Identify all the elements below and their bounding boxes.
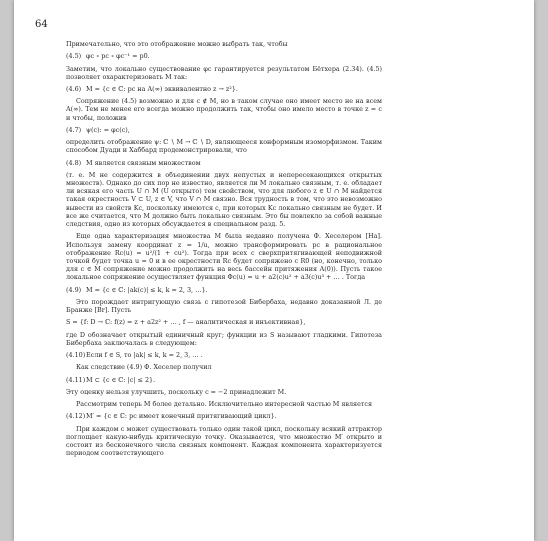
paragraph: определить отображение ψ: ℂ ∖ M → ℂ ∖ D, являющееся конформным изоморфизмом. Таким способом Дуади и Хаббард продемонстрировали, что <box>66 138 382 155</box>
paragraph: Как следствие (4.9) Ф. Хеселер получил <box>76 363 212 372</box>
paragraph: Это порождает интригующую связь с гипотезой Бибербаха, недавно доказанной Л. де Бранже [Br]. Пусть <box>66 297 382 315</box>
equation-label: (4.7) <box>66 125 82 134</box>
paragraph: Примечательно, что это отображение можно выбрать так, чтобы <box>66 40 288 48</box>
equation-text: M = {c ∈ ℂ: pc на A(∞) эквивалентно z → z²}. <box>86 85 238 93</box>
equation-text: M является связным множеством <box>86 158 201 167</box>
equation-label: (4.11) <box>66 375 86 384</box>
paragraph: где D обозначает открытый единичный круг; функции из S называют гладкими. Гипотеза Бибербаха заключалась в следующем: <box>66 330 382 347</box>
equation-text: M ⊂ {c ∈ ℂ: |c| ≤ 2}. <box>86 375 156 384</box>
paragraph: S = {f: D → ℂ: f(z) = z + a2z² + … , f — аналитическая и инъективная}, <box>66 318 306 327</box>
equation-label: (4.5) <box>66 52 82 61</box>
paragraph: Сопряжение (4.5) возможно и для c ∉ M, но в таком случае оно имеет место не на всем A(∞). Тем не менее его всегда можно продолжить так, чтобы оно имело место в точке z = c и чтобы, положив <box>66 97 382 122</box>
book-page <box>14 0 534 541</box>
equation <box>66 412 382 420</box>
equation-label: (4.9) <box>66 285 82 294</box>
equation-label: (4.6) <box>66 85 82 93</box>
equation <box>66 52 382 60</box>
equation-label: (4.12) <box>66 412 86 421</box>
equation <box>66 351 382 359</box>
paragraph: Эту оценку нельзя улучшить, поскольку c = −2 принадлежит M. <box>66 387 287 396</box>
equation-text: M′ = {c ∈ ℂ: pc имеет конечный притягивающий цикл}. <box>86 412 277 421</box>
paragraph: Рассмотрим теперь M более детально. Исключительно интересной частью M является <box>76 400 373 409</box>
equation-text: ψ(c): = φc(c), <box>86 125 130 134</box>
equation <box>66 126 382 134</box>
equation <box>66 159 382 167</box>
equation-label: (4.8) <box>66 158 82 167</box>
equation <box>66 286 382 294</box>
paragraph: (т. е. M не содержится в объединении двух непустых и непересекающихся открытых множеств). Однако до сих пор не известно, является ли M локально связным, т. е. обладает ли всякая его часть U ∩ M (U открыто) тем свойством, что для любого z ∈ U ∩ M найдется такая окрестность V ⊂ U, z ∈ V, что V ∩ M связно. Вся трудность в том, что это невозможно вывести из свойств Kc, поскольку имеются c, при которых Kc локально связным не будет. И все же считается, что M должно быть локально связным. Это бы повлекло за собой важные следствия, одно из которых обсуждается в специальном разд. 5. <box>66 170 382 229</box>
equation-label: (4.10) <box>66 351 86 360</box>
equation <box>66 376 382 384</box>
equation <box>66 85 382 93</box>
paragraph: Заметим, что локально существование φc гарантируется результатом Бётхера (2.34). (4.5) позволяет охарактеризовать M так: <box>66 64 382 81</box>
page-number: 64 <box>35 19 48 30</box>
equation-text: φc ∘ pc ∘ φc⁻¹ = p0. <box>86 52 150 61</box>
paragraph: При каждом c может существовать только один такой цикл, поскольку всякий аттрактор поглощает какую-нибудь критическую точку. Оказывается, что множество M′ открыто и состоит из бесконечного числа связных компонент. Каждая компонента характеризуется периодом соответствующего <box>66 424 382 458</box>
equation-text: Если f ∈ S, то |ak| ≤ k, k = 2, 3, … . <box>86 351 203 360</box>
page-body <box>66 40 382 462</box>
paragraph: Еще одна характеризация множества M была недавно получена Ф. Хеселером [На]. Используя замену координат z = 1/u, можно трансформировать pc в рациональное отображение Rc(u) = u²/(1 + cu²). Тогда при всех c сверхпритягивающей неподвижной точкой будет точка u = 0 и в ее окрестности Rc будет сопряжено с R0 (но, конечно, только для c ∈ M сопряжение можно продолжить на весь бассейн притяжения A(0)). Пусть такое локальное сопряжение осуществляет функция Φc(u) = u + a2(c)u² + a3(c)u³ + … . Тогда <box>66 232 382 282</box>
equation-text: M = {c ∈ ℂ: |ak(c)| ≤ k, k = 2, 3, …}. <box>86 285 208 294</box>
